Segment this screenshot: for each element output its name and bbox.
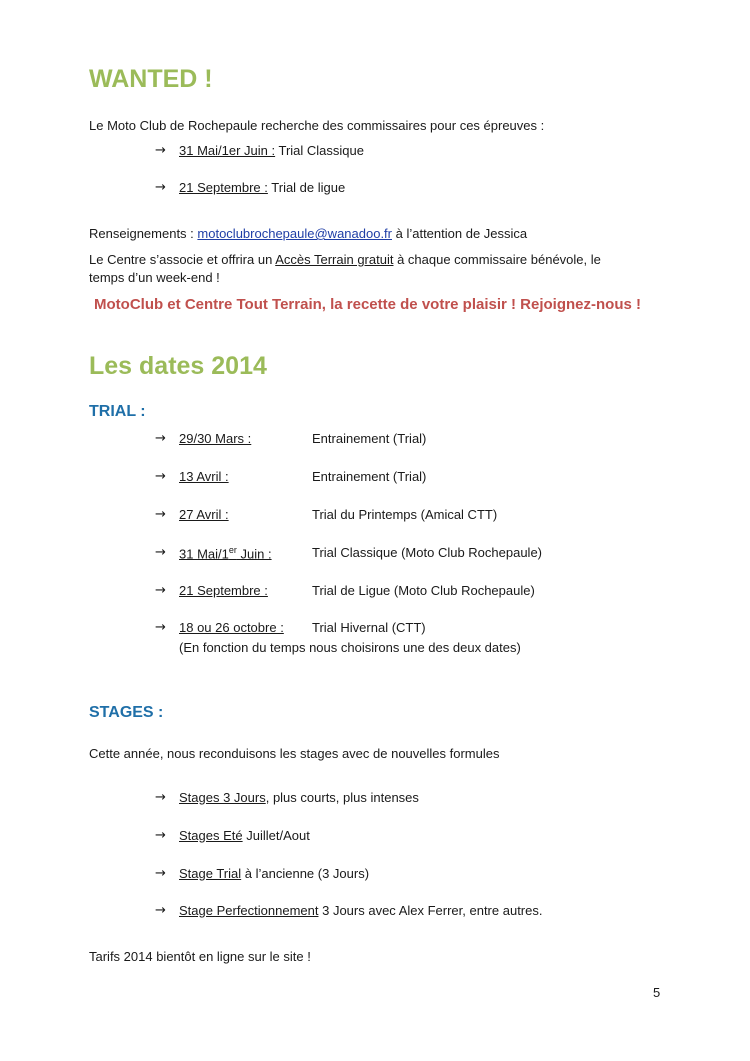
list-item	[155, 866, 675, 886]
stage-detail: , plus courts, plus intenses	[265, 790, 419, 805]
event-label: Trial Classique	[278, 143, 364, 158]
dates-title: Les dates 2014	[89, 352, 267, 380]
event-label: Trial de ligue	[271, 180, 346, 195]
list-item	[155, 828, 675, 848]
stage-name: Stage Trial	[179, 866, 242, 881]
stages-intro: Cette année, nous reconduisons les stages avec de nouvelles formules	[89, 746, 500, 761]
list-item	[155, 143, 675, 163]
table-row	[155, 507, 675, 527]
trial-date: 18 ou 26 octobre :	[179, 620, 284, 635]
arrow-right-icon: →	[155, 469, 166, 484]
wanted-intro: Le Moto Club de Rochepaule recherche des commissaires pour ces épreuves :	[89, 118, 545, 133]
event-date: 21 Septembre :	[179, 180, 268, 195]
arrow-right-icon: →	[155, 828, 166, 843]
list-item	[155, 903, 675, 923]
arrow-right-icon: →	[155, 866, 166, 881]
info-suffix: à l’attention de Jessica	[392, 226, 528, 241]
centre-text: à chaque commissaire bénévole, le	[393, 252, 601, 267]
event-date: 31 Mai/1er Juin :	[179, 143, 276, 158]
page-number: 5	[653, 985, 661, 1000]
stage-name: Stages Eté	[179, 828, 243, 843]
trial-date: 21 Septembre :	[179, 583, 268, 598]
acces-terrain-text: Accès Terrain gratuit	[275, 252, 394, 267]
trial-desc: Entrainement (Trial)	[312, 469, 427, 484]
trial-date: 27 Avril :	[179, 507, 229, 522]
trial-date: 29/30 Mars :	[179, 431, 252, 446]
stage-detail: à l’ancienne (3 Jours)	[241, 866, 370, 881]
table-row	[155, 431, 675, 451]
trial-desc: Trial de Ligue (Moto Club Rochepaule)	[312, 583, 535, 598]
trial-desc: Trial Classique (Moto Club Rochepaule)	[312, 545, 543, 560]
list-item	[155, 180, 675, 200]
centre-line-2: temps d’un week-end !	[89, 270, 220, 285]
centre-text: Le Centre s’associe et offrira un	[89, 252, 276, 267]
slogan: MotoClub et Centre Tout Terrain, la recette de votre plaisir ! Rejoignez-nous !	[94, 296, 642, 313]
trial-date: 13 Avril :	[179, 469, 229, 484]
trial-desc: Entrainement (Trial)	[312, 431, 427, 446]
trial-date	[179, 545, 272, 561]
trial-desc: Trial du Printemps (Amical CTT)	[312, 507, 498, 522]
tarifs-footer: Tarifs 2014 bientôt en ligne sur le site !	[89, 949, 311, 964]
arrow-right-icon: →	[155, 620, 166, 635]
list-item	[155, 790, 675, 810]
stage-detail: 3 Jours avec Alex Ferrer, entre autres.	[318, 903, 543, 918]
table-row	[155, 620, 675, 640]
centre-line-1	[89, 250, 601, 270]
trial-date-part: 31 Mai/1	[179, 546, 229, 562]
arrow-right-icon: →	[155, 903, 166, 918]
arrow-right-icon: →	[155, 180, 166, 195]
table-row	[155, 545, 675, 565]
arrow-right-icon: →	[155, 545, 166, 560]
table-row	[155, 469, 675, 489]
trial-desc: Trial Hivernal (CTT)	[312, 620, 426, 635]
wanted-title: WANTED !	[89, 65, 213, 93]
trial-note: (En fonction du temps nous choisirons une des deux dates)	[179, 640, 521, 655]
arrow-right-icon: →	[155, 790, 166, 805]
info-prefix: Renseignements :	[89, 226, 198, 241]
table-row	[155, 583, 675, 603]
trial-heading: TRIAL :	[89, 403, 146, 420]
arrow-right-icon: →	[155, 583, 166, 598]
stage-name: Stage Perfectionnement	[179, 903, 319, 918]
trial-date-sup: er	[228, 545, 237, 555]
stage-detail: Juillet/Aout	[242, 828, 310, 843]
arrow-right-icon: →	[155, 143, 166, 158]
info-line	[89, 224, 527, 244]
trial-date-part: Juin :	[236, 546, 272, 562]
arrow-right-icon: →	[155, 507, 166, 522]
stage-name: Stages 3 Jours	[179, 790, 266, 805]
email-link[interactable]: motoclubrochepaule@wanadoo.fr	[197, 226, 392, 241]
arrow-right-icon: →	[155, 431, 166, 446]
stages-heading: STAGES :	[89, 704, 164, 721]
